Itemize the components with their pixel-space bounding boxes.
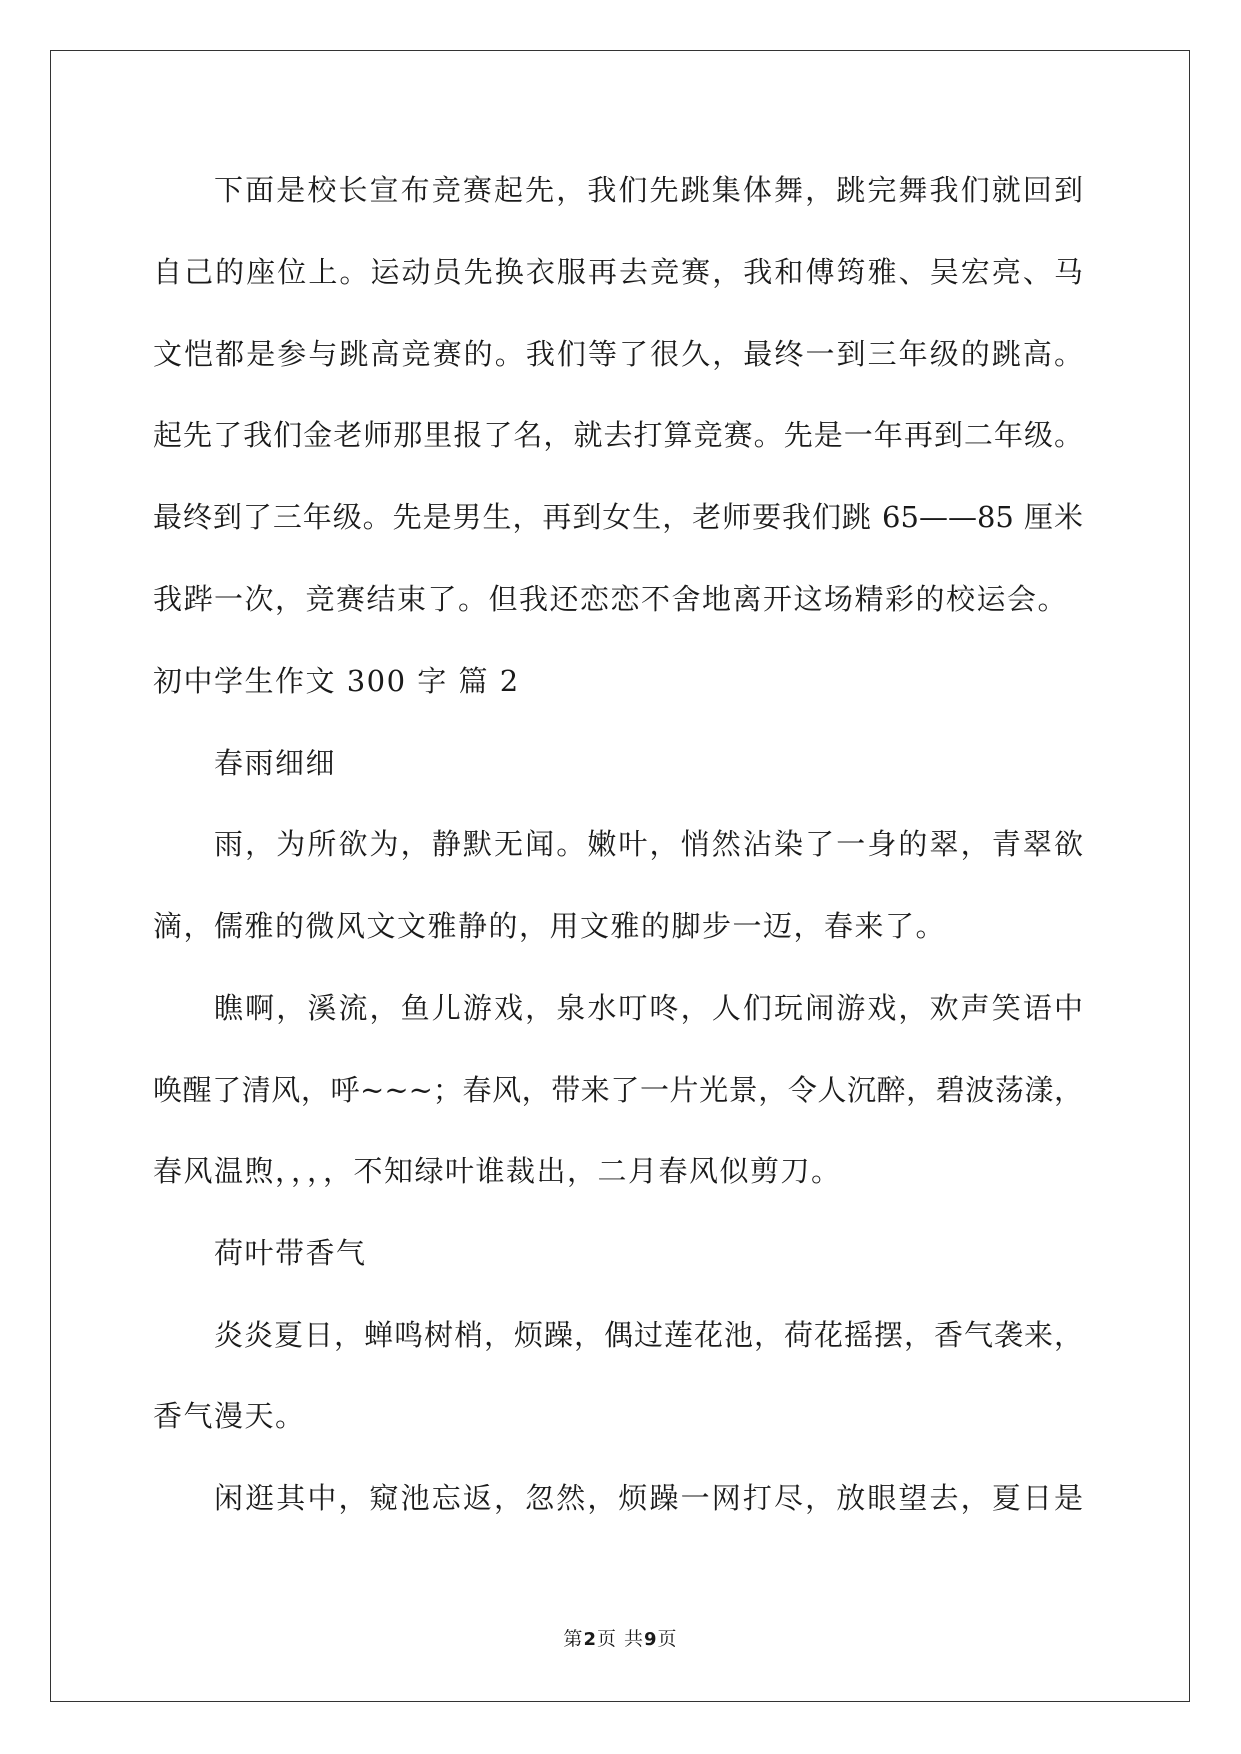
footer-total-pages: 9 (644, 1629, 658, 1650)
footer-page-number: 2 (583, 1629, 597, 1650)
paragraph-line: 春风温煦，，，，不知绿叶谁裁出，二月春风似剪刀。 (153, 1154, 842, 1188)
footer-mid: 页 共 (596, 1628, 645, 1650)
page-border (50, 50, 1190, 1702)
paragraph-line: 最终到了三年级。先是男生，再到女生，老师要我们跳 65——85 厘米 (153, 500, 1083, 534)
subheading: 春雨细细 (214, 746, 337, 780)
paragraph-line: 我跸一次，竞赛结束了。但我还恋恋不舍地离开这场精彩的校运会。 (153, 582, 1069, 616)
paragraph-line: 瞧啊，溪流，鱼儿游戏，泉水叮咚，人们玩闹游戏，欢声笑语中 (214, 991, 1083, 1025)
section-heading: 初中学生作文 300 字 篇 2 (153, 664, 520, 698)
footer-suffix: 页 (657, 1628, 678, 1650)
paragraph-line: 唤醒了清风，呼~~~；春风，带来了一片光景，令人沉醉，碧波荡漾， (153, 1073, 1083, 1107)
paragraph-line: 雨，为所欲为，静默无闻。嫩叶，悄然沾染了一身的翠，青翠欲 (214, 827, 1083, 861)
paragraph-line: 文恺都是参与跳高竞赛的。我们等了很久，最终一到三年级的跳高。 (153, 337, 1083, 371)
subheading: 荷叶带香气 (214, 1236, 367, 1270)
paragraph-line: 滴，儒雅的微风文文雅静的，用文雅的脚步一迈，春来了。 (153, 909, 947, 943)
paragraph-line: 香气漫天。 (153, 1399, 306, 1433)
paragraph-line: 起先了我们金老师那里报了名，就去打算竞赛。先是一年再到二年级。 (153, 418, 1083, 452)
paragraph-line: 闲逛其中，窥池忘返，忽然，烦躁一网打尽，放眼望去，夏日是 (214, 1481, 1083, 1515)
page-footer (0, 1624, 1241, 1651)
paragraph-line: 自己的座位上。运动员先换衣服再去竞赛，我和傅筠雅、吴宏亮、马 (153, 255, 1083, 289)
paragraph-line: 下面是校长宣布竞赛起先，我们先跳集体舞，跳完舞我们就回到 (214, 173, 1083, 207)
footer-prefix: 第 (563, 1628, 584, 1650)
paragraph-line: 炎炎夏日，蝉鸣树梢，烦躁，偶过莲花池，荷花摇摆，香气袭来， (214, 1318, 1083, 1352)
